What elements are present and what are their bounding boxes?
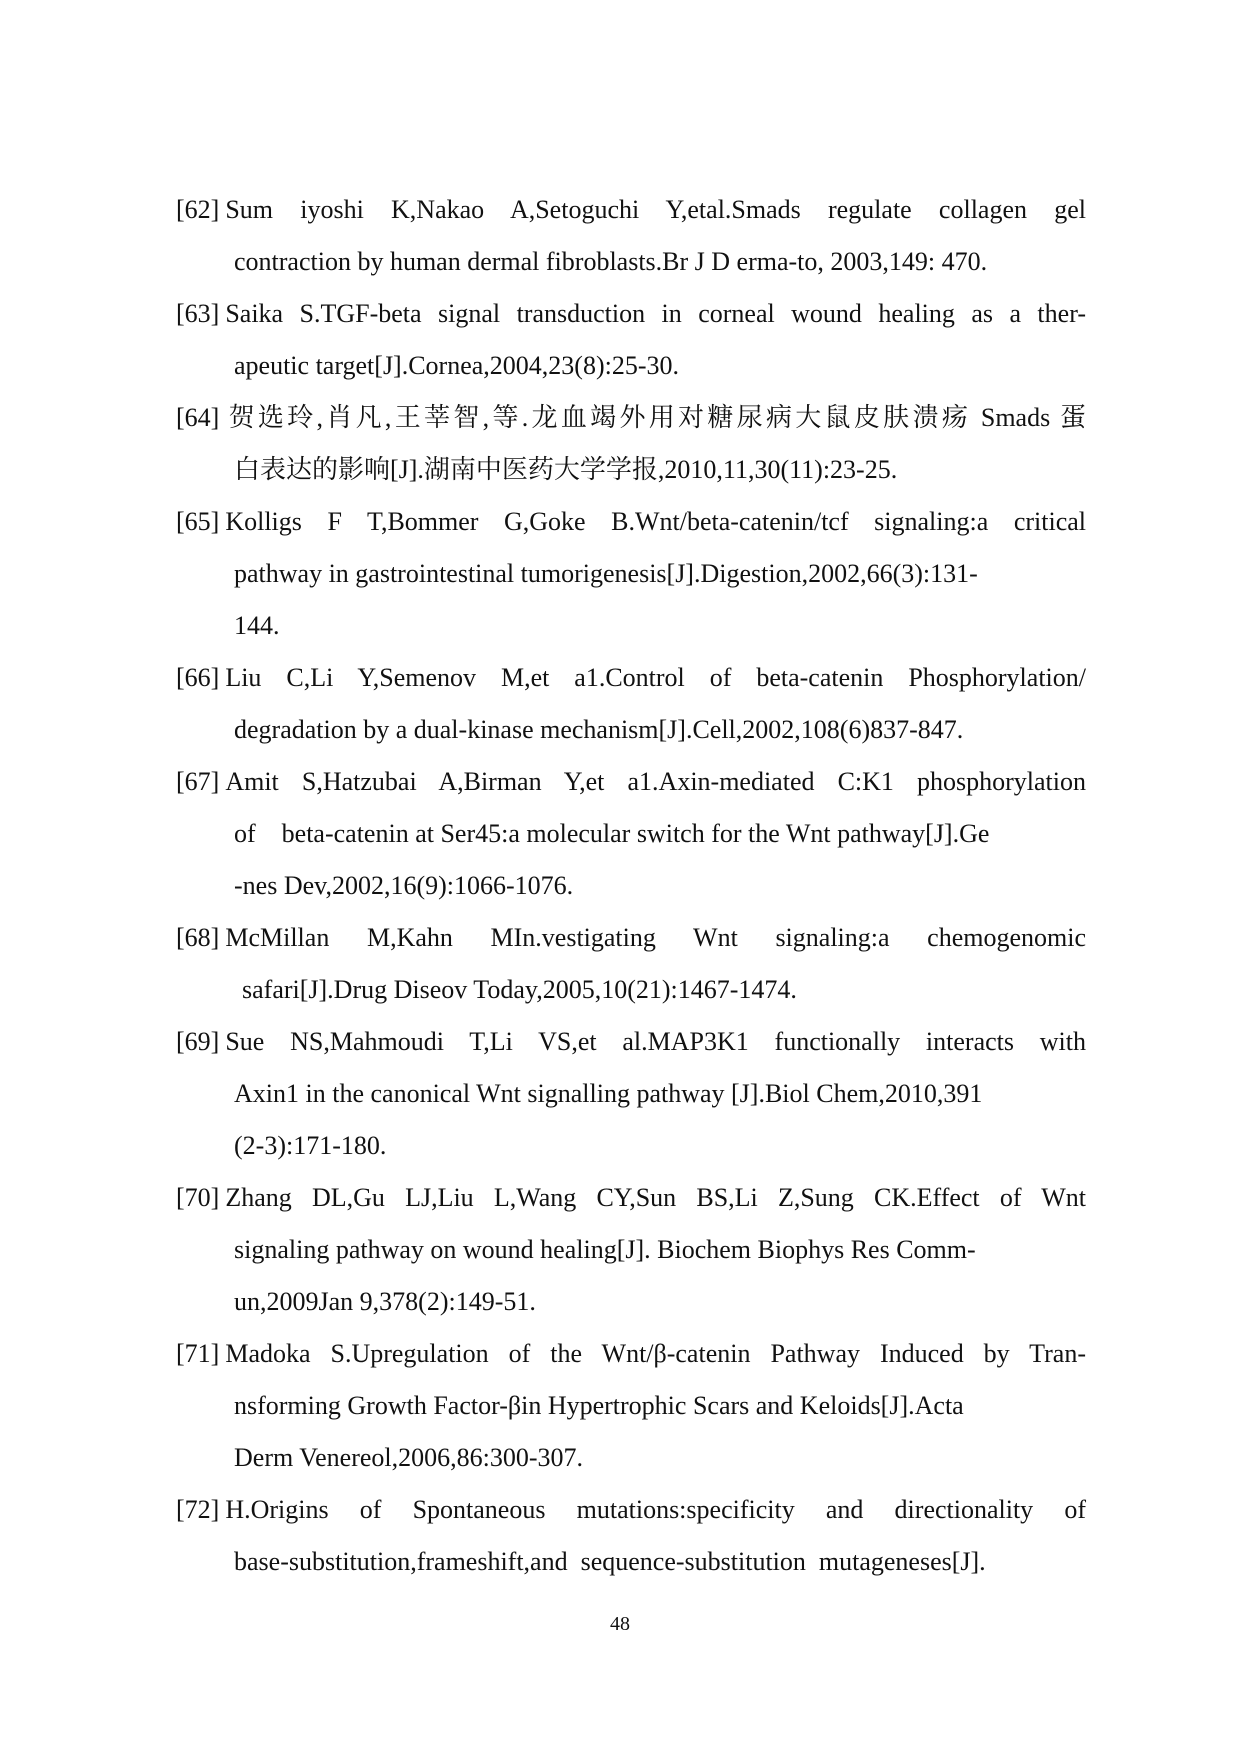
reference-number: [70] — [176, 1183, 220, 1212]
page-number: 48 — [610, 1613, 630, 1635]
reference-line: nsforming Growth Factor-βin Hypertrophic Scars and Keloids[J].Acta — [234, 1391, 964, 1420]
reference-line — [176, 1484, 1086, 1536]
reference-number: [68] — [176, 923, 220, 952]
reference-65 — [176, 496, 1086, 652]
reference-list — [176, 184, 1086, 1588]
reference-line — [176, 496, 1086, 548]
reference-line: Derm Venereol,2006,86:300-307. — [234, 1443, 584, 1472]
reference-line: 144. — [234, 611, 280, 640]
reference-line: degradation by a dual-kinase mechanism[J].Cell,2002,108(6)837-847. — [234, 715, 964, 744]
reference-line: signaling pathway on wound healing[J]. Biochem Biophys Res Comm- — [234, 1235, 976, 1264]
reference-70 — [176, 1172, 1086, 1328]
reference-text: Madoka S.Upregulation of the Wnt/β-catenin Pathway Induced by Tran- — [225, 1339, 1086, 1368]
reference-line — [176, 1016, 1086, 1068]
reference-66 — [176, 652, 1086, 756]
reference-number: [72] — [176, 1495, 220, 1524]
reference-text: Zhang DL,Gu LJ,Liu L,Wang CY,Sun BS,Li Z,Sung CK.Effect of Wnt — [225, 1183, 1086, 1212]
reference-number: [63] — [176, 299, 220, 328]
reference-number: [71] — [176, 1339, 220, 1368]
reference-number: [66] — [176, 663, 220, 692]
reference-line: of beta-catenin at Ser45:a molecular switch for the Wnt pathway[J].Ge — [234, 819, 990, 848]
reference-69 — [176, 1016, 1086, 1172]
reference-text: McMillan M,Kahn MIn.vestigating Wnt signaling:a chemogenomic — [225, 923, 1086, 952]
reference-line — [176, 392, 1086, 444]
reference-line — [176, 1328, 1086, 1380]
reference-text: Amit S,Hatzubai A,Birman Y,et a1.Axin-mediated C:K1 phosphorylation — [225, 767, 1086, 796]
reference-64 — [176, 392, 1086, 496]
reference-71 — [176, 1328, 1086, 1484]
reference-line: apeutic target[J].Cornea,2004,23(8):25-30. — [234, 351, 679, 380]
reference-text: 贺选玲,肖凡,王莘智,等.龙血竭外用对糖尿病大鼠皮肤溃疡 Smads 蛋 — [225, 403, 1086, 432]
reference-number: [62] — [176, 195, 220, 224]
reference-line — [176, 912, 1086, 964]
reference-line — [176, 184, 1086, 236]
reference-line: base-substitution,frameshift,and sequence-substitution mutageneses[J]. — [234, 1547, 986, 1576]
reference-line — [176, 652, 1086, 704]
reference-text: Kolligs F T,Bommer G,Goke B.Wnt/beta-catenin/tcf signaling:a critical — [225, 507, 1086, 536]
reference-line: contraction by human dermal fibroblasts.Br J D erma-to, 2003,149: 470. — [234, 247, 988, 276]
reference-63 — [176, 288, 1086, 392]
reference-number: [64] — [176, 403, 220, 432]
reference-line: (2-3):171-180. — [234, 1131, 387, 1160]
reference-line — [176, 288, 1086, 340]
reference-number: [65] — [176, 507, 220, 536]
reference-line: pathway in gastrointestinal tumorigenesis[J].Digestion,2002,66(3):131- — [234, 559, 978, 588]
reference-line: -nes Dev,2002,16(9):1066-1076. — [234, 871, 574, 900]
reference-number: [69] — [176, 1027, 220, 1056]
reference-text: Sum iyoshi K,Nakao A,Setoguchi Y,etal.Smads regulate collagen gel — [225, 195, 1086, 224]
reference-line: Axin1 in the canonical Wnt signalling pathway [J].Biol Chem,2010,391 — [234, 1079, 983, 1108]
reference-line — [176, 756, 1086, 808]
reference-line — [176, 1172, 1086, 1224]
reference-72 — [176, 1484, 1086, 1588]
reference-67 — [176, 756, 1086, 912]
reference-62 — [176, 184, 1086, 288]
reference-line: un,2009Jan 9,378(2):149-51. — [234, 1287, 536, 1316]
reference-number: [67] — [176, 767, 220, 796]
reference-line: safari[J].Drug Diseov Today,2005,10(21):1467-1474. — [242, 975, 797, 1004]
reference-68 — [176, 912, 1086, 1016]
reference-text: Liu C,Li Y,Semenov M,et a1.Control of beta-catenin Phosphorylation/ — [225, 663, 1086, 692]
reference-text: H.Origins of Spontaneous mutations:specificity and directionality of — [225, 1495, 1086, 1524]
reference-text: Saika S.TGF-beta signal transduction in corneal wound healing as a ther- — [225, 299, 1086, 328]
reference-text: Sue NS,Mahmoudi T,Li VS,et al.MAP3K1 functionally interacts with — [225, 1027, 1086, 1056]
reference-line: 白表达的影响[J].湖南中医药大学学报,2010,11,30(11):23-25. — [234, 455, 898, 484]
